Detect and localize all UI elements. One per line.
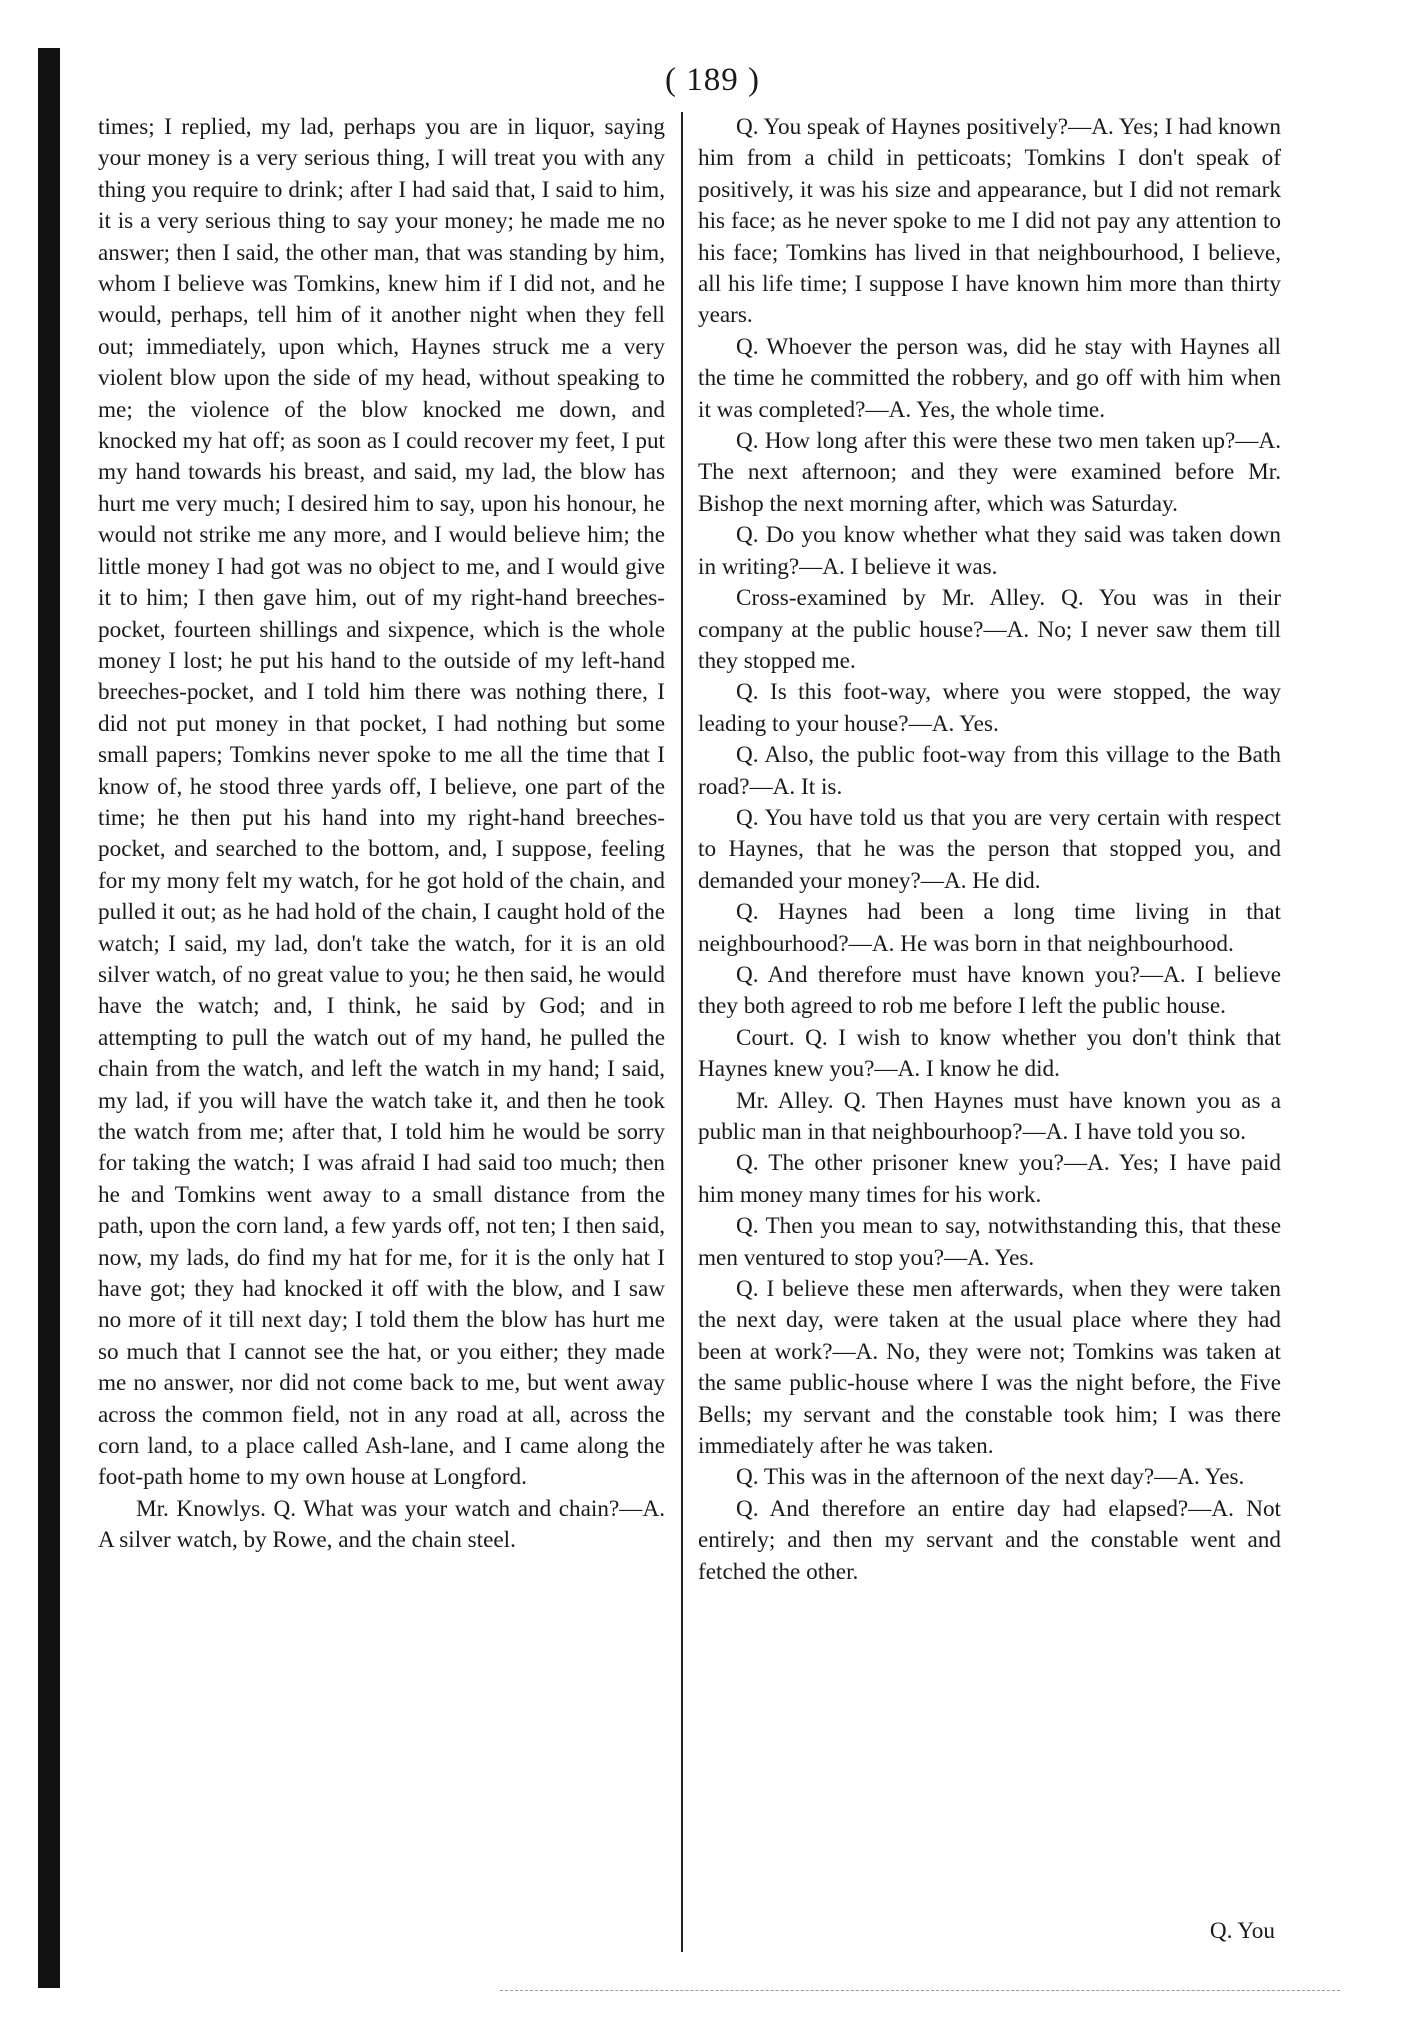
paragraph: Q. Then you mean to say, notwithstanding this, that these men ventured to stop you?—A. Yes. xyxy=(698,1213,1281,1271)
paragraph: Mr. Alley. Q. Then Haynes must have known you as a public man in that neighbourhoop?—A. I have told you so. xyxy=(698,1087,1281,1145)
paragraph: Mr. Knowlys. Q. What was your watch and chain?—A. A silver watch, by Rowe, and the chain steel. xyxy=(98,1495,665,1554)
paragraph: Q. This was in the afternoon of the next day?—A. Yes. xyxy=(736,1464,1245,1491)
left-column xyxy=(98,112,665,1557)
paragraph: Q. Also, the public foot-way from this village to the Bath road?—A. It is. xyxy=(698,742,1281,800)
right-column xyxy=(698,112,1281,1588)
page-number: ( 189 ) xyxy=(665,62,760,98)
catchword: Q. You xyxy=(1209,1918,1275,1944)
paragraph: Q. Do you know whether what they said was taken down in writing?—A. I believe it was. xyxy=(698,522,1281,580)
paragraph: Q. And therefore must have known you?—A. I believe they both agreed to rob me before I left the public house. xyxy=(698,961,1281,1020)
paragraph: Q. Haynes had been a long time living in that neighbourhood?—A. He was born in that neighbourhood. xyxy=(698,899,1281,957)
page-margin-bar xyxy=(38,48,60,1988)
paragraph: Q. The other prisoner knew you?—A. Yes; I have paid him money many times for his work. xyxy=(698,1150,1281,1208)
paragraph: Q. You speak of Haynes positively?—A. Yes; I had known him from a child in petticoats; Tomkins I don't speak of positively, it was his size and appearance, but I did not remark his face; as he never spoke to me I did not pay any attention to his face; Tomkins has lived in that neighbourhood, I believe, all his life time; I suppose I have known him more than thirty years. xyxy=(698,114,1281,329)
column-divider xyxy=(681,112,683,1952)
paragraph: Cross-examined by Mr. Alley. Q. You was in their company at the public house?—A. No; I never saw them till they stopped me. xyxy=(698,585,1281,674)
paragraph: Q. Is this foot-way, where you were stopped, the way leading to your house?—A. Yes. xyxy=(698,679,1281,737)
paragraph: Q. You have told us that you are very certain with respect to Haynes, that he was the person that stopped you, and demanded your money?—A. He did. xyxy=(698,804,1281,894)
paragraph: Q. And therefore an entire day had elapsed?—A. Not entirely; and then my servant and the constable went and fetched the other. xyxy=(698,1495,1281,1585)
paragraph: Q. I believe these men afterwards, when they were taken the next day, were taken at the usual place where they had been at work?—A. No, they were not; Tomkins was taken at the same public-house where I was the night before, the Five Bells; my servant and the constable took him; I was there immediately after he was taken. xyxy=(698,1276,1281,1460)
paragraph: Q. How long after this were these two men taken up?—A. The next afternoon; and they were examined before Mr. Bishop the next morning after, which was Saturday. xyxy=(698,428,1281,517)
bottom-rule xyxy=(500,1990,1340,1991)
paragraph: Court. Q. I wish to know whether you don't think that Haynes knew you?—A. I know he did. xyxy=(698,1024,1281,1083)
paragraph: times; I replied, my lad, perhaps you are in liquor, saying your money is a very serious thing, I will treat you with any thing you require to drink; after I had said that, I said to him, it is a very serious thing to say your money; he made me no answer; then I said, the other man, that was standing by him, whom I believe was Tomkins, knew him if I did not, and he would, perhaps, tell him of it another night when they fell out; immediately, upon which, Haynes struck me a very violent blow upon the side of my head, without speaking to me; the violence of the blow knocked me down, and knocked my hat off; as soon as I could recover my feet, I put my hand towards his breast, and said, my lad, the blow has hurt me very much; I desired him to say, upon his honour, he would not strike me any more, and I would believe him; the little money I had got was no object to me, and I would give it to him; I then gave him, out of my right-hand breeches-pocket, fourteen shillings and sixpence, which is the whole money I lost; he put his hand to the outside of my left-hand breeches-pocket, and I told him there was nothing there, I did not put money in that pocket, I had nothing but some small papers; Tomkins never spoke to me all the time that I know of, he stood three yards off, I believe, one part of the time; he then put his hand into my right-hand breeches-pocket, and searched to the bottom, and, I suppose, feeling for my mony felt my watch, for he got hold of the chain, and pulled it out; as he had hold of the chain, I caught hold of the watch; I said, my lad, don't take the watch, for it is an old silver watch, of no great value to you; he then said, he would have the watch; and, I think, he said by God; and in attempting to pull the watch out of my hand, he pulled the chain from the watch, and left the watch in my hand; I said, my lad, if you will have the watch take it, and then he took the watch from me; after that, I told him he would be sorry for taking the watch; I was afraid I had said too much; then he and Tomkins went away to a small distance from the path, upon the corn land, a few yards off, not ten; I then said, now, my lads, do find my hat for me, for it is the only hat I have got; they had knocked it off with the blow, and I saw no more of it till next day; I told them the blow has hurt me so much that I cannot see the hat, or you either; they made me no answer, nor did not come back to me, but went away across the common field, not in any road at all, across the corn land, to a place called Ash-lane, and I came along the foot-path home to my own house at Longford. xyxy=(98,114,665,1491)
paragraph: Q. Whoever the person was, did he stay with Haynes all the time he committed the robbery, and go off with him when it was completed?—A. Yes, the whole time. xyxy=(698,333,1281,423)
